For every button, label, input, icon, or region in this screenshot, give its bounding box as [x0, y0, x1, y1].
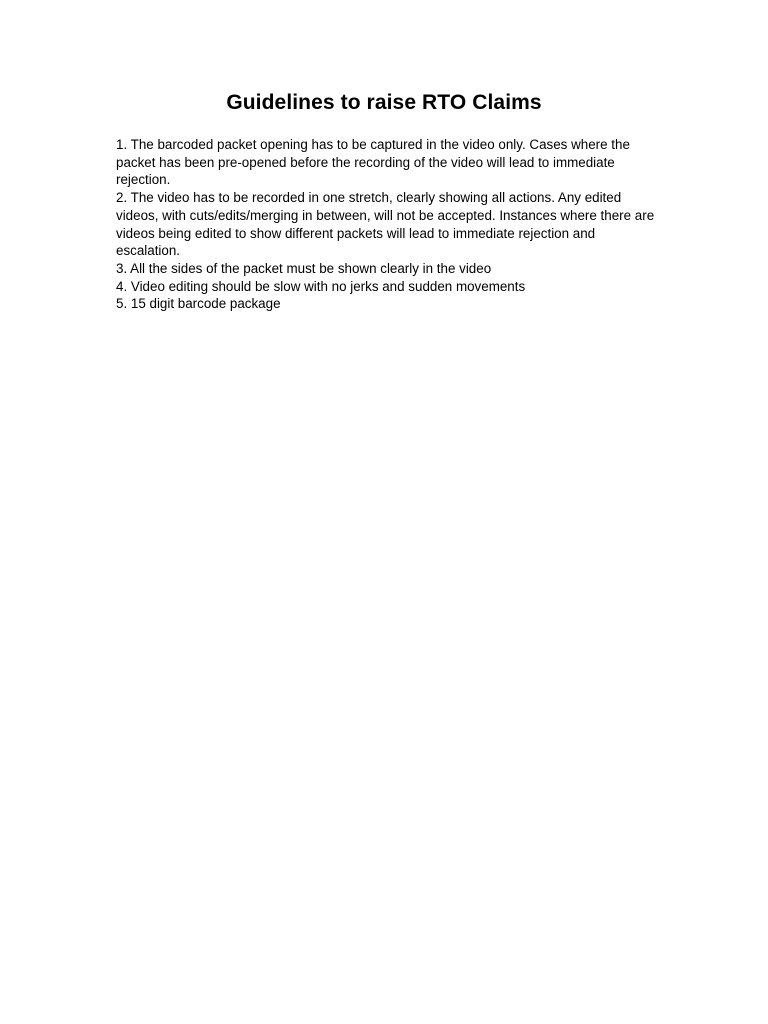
guideline-item: 1. The barcoded packet opening has to be captured in the video only. Cases where the packet has been pre-opened before the recording of the video will lead to immediate rejection.: [116, 137, 630, 188]
document-title: Guidelines to raise RTO Claims: [226, 91, 542, 114]
guideline-item: 4. Video editing should be slow with no jerks and sudden movements: [116, 278, 526, 294]
guidelines-list: [116, 136, 661, 313]
guideline-item: 2. The video has to be recorded in one stretch, clearly showing all actions. Any edited videos, with cuts/edits/merging in between, will not be accepted. Instances where there are videos being edited to show different packets will lead to immediate rejection and escalation.: [116, 190, 655, 259]
guideline-item: 5. 15 digit barcode package: [116, 296, 281, 312]
guideline-item: 3. All the sides of the packet must be shown clearly in the video: [116, 260, 492, 276]
